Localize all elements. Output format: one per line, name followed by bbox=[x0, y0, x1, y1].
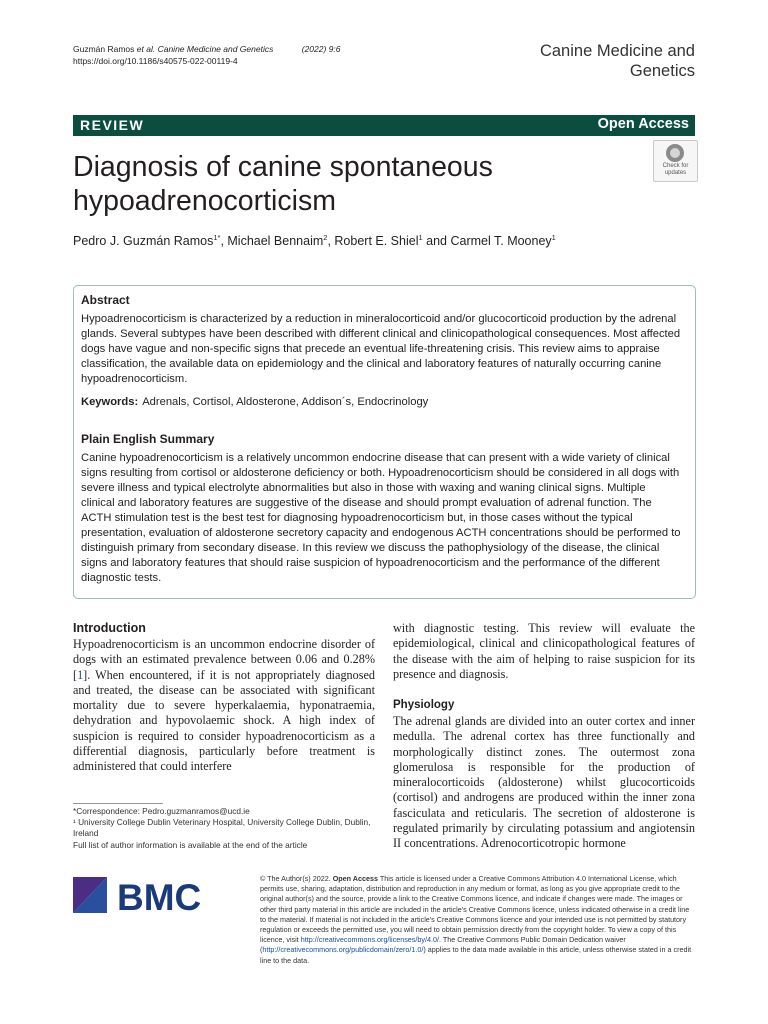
physiology-text: The adrenal glands are divided into an outer cortex and inner medulla. The adrenal cortex has three functionally and morphologically distinct zones. The outermost zona glomerulosa is responsible for the production of mineralocorticoids (aldosterone) whilst glucocorticoids (cortisol) and androgens are produced within the inner zona fasciculata and reticularis. The secretion of aldosterone is regulated primarily by circulating potassium and angiotensin II concentrations. Adrenocorticotropic hormone bbox=[393, 714, 695, 851]
footnote-divider bbox=[73, 803, 163, 804]
abstract-heading: Abstract bbox=[81, 293, 130, 307]
open-access-label: Open Access bbox=[597, 116, 689, 132]
license-text bbox=[260, 874, 695, 966]
introduction-text-a: Hypoadrenocorticism is an uncommon endocrine disorder of dogs with an estimated prevalence between 0.06 and 0.28% [ bbox=[73, 637, 375, 682]
introduction-text-b: ]. When encountered, if it is not appropriately diagnosed and treated, the disease can be associated with significant mortality due to severe hyperkalaemia, hyponatraemia, dehydration and hypovolaemic shock. A high index of suspicion is required to consider hypoadrenocorticism as a differential diagnosis, particularly before treatment is administered that could interfere bbox=[73, 667, 375, 774]
license-prefix: © The Author(s) 2022. bbox=[260, 874, 333, 883]
bmc-logo bbox=[73, 875, 213, 915]
author-separator: , bbox=[327, 234, 335, 249]
citation-journal: et al. Canine Medicine and Genetics bbox=[136, 44, 274, 54]
affiliation-note: ¹ University College Dublin Veterinary Hospital, University College Dublin, Dublin, Ireland bbox=[73, 817, 371, 838]
citation-author: Guzmán Ramos bbox=[73, 44, 135, 54]
check-updates-icon bbox=[666, 144, 684, 162]
keywords-label: Keywords: bbox=[81, 396, 139, 408]
citation-year-volume: (2022) 9:6 bbox=[301, 44, 341, 54]
author-name[interactable]: Carmel T. Mooney bbox=[450, 234, 552, 249]
check-updates-label bbox=[654, 163, 697, 177]
doi-link[interactable]: https://doi.org/10.1186/s40575-022-00119-4 bbox=[73, 56, 238, 66]
check-updates-line2: updates bbox=[664, 170, 687, 176]
author-separator: and bbox=[422, 234, 451, 249]
author-affiliation: 2 bbox=[323, 233, 328, 242]
keywords-list: Adrenals, Cortisol, Aldosterone, Addison´s, Endocrinology bbox=[142, 396, 429, 408]
author-separator: , bbox=[220, 234, 228, 249]
author-name[interactable]: Robert E. Shiel bbox=[334, 234, 419, 249]
correspondence-note: *Correspondence: Pedro.guzmanramos@ucd.ie bbox=[73, 806, 250, 816]
title-line2: hypoadrenocorticism bbox=[73, 185, 336, 217]
plain-summary-text: Canine hypoadrenocorticism is a relatively uncommon endocrine disease that can present with a wide variety of clinical signs resulting from cortisol or aldosterone deficiency or both. Hypoadrenocorticism should be considered in all dogs with severe illness and typical electrolyte abnormalities but also in those with waxing and waning clinical signs. Multiple clinical and laboratory features are suggestive of the disease and should prompt evaluation of adrenal function. The ACTH stimulation test is the best test for diagnosing hypoadrenocorticism but, in those cases without the typical presentation, evaluation of aldosterone secretory capacity and endogenous ACTH concentrations should be performed to distinguish primary from secondary disease. In this review we discuss the pathophysiology of the disease, the clinical signs and laboratory features that should raise suspicion of hypoadrenocorticism and the performance of the different diagnostic tests. bbox=[81, 452, 681, 584]
author-list bbox=[73, 230, 673, 249]
citation-header bbox=[73, 43, 403, 67]
journal-name-line2: Genetics bbox=[629, 62, 695, 80]
title-line1: Diagnosis of canine spontaneous bbox=[73, 151, 493, 183]
article-type-label: REVIEW bbox=[80, 117, 145, 133]
license-body-b: . The Creative Commons Public Domain Dedication waiver ( bbox=[260, 935, 626, 955]
article-type-banner bbox=[73, 115, 695, 136]
reference-link[interactable]: 1 bbox=[77, 667, 84, 682]
author-name[interactable]: Michael Bennaim bbox=[227, 234, 324, 249]
license-link[interactable]: http://creativecommons.org/licenses/by/4.0/ bbox=[300, 935, 439, 945]
public-domain-link[interactable]: http://creativecommons.org/publicdomain/zero/1.0/ bbox=[262, 945, 424, 955]
abstract-text: Hypoadrenocorticism is characterized by a reduction in mineralocorticoid and/or glucocorticoid production by the adrenal glands. Several subtypes have been described with different clinical and clinicopathological consequences. Most affected dogs have vague and non-specific signs that precede an eventual life-threatening crisis. This review aims to appraise classification, the available data on epidemiology and the clinical and laboratory features of naturally occurring canine hypoadrenocorticism. bbox=[81, 313, 681, 385]
author-affiliation: 1 bbox=[418, 233, 423, 242]
author-name[interactable]: Pedro J. Guzmán Ramos bbox=[73, 234, 214, 249]
article-title bbox=[73, 150, 633, 218]
check-for-updates-button[interactable] bbox=[653, 140, 698, 182]
plain-summary-heading: Plain English Summary bbox=[81, 432, 215, 446]
bmc-logo-text: BMC bbox=[117, 877, 202, 915]
author-affiliation: 1* bbox=[213, 233, 221, 242]
license-body-a: This article is licensed under a Creative Commons Attribution 4.0 International License, which permits use, sharing, adaptation, distribution and reproduction in any medium or format, as long as you give appropriate credit to the original author(s) and the source, provide a link to the Creative Commons licence, and indicate if changes were made. The images or other third party material in this article are included in the article's Creative Commons licence, unless indicated otherwise in a credit line to the material. If material is not included in the article's Creative Commons licence and your intended use is not permitted by statutory regulation or exceeds the permitted use, you will need to obtain permission directly from the copyright holder. To view a copy of this licence, visit bbox=[260, 874, 690, 945]
author-info-note: Full list of author information is available at the end of the article bbox=[73, 840, 308, 850]
physiology-heading: Physiology bbox=[393, 699, 455, 711]
journal-name-line1: Canine Medicine and bbox=[539, 42, 695, 60]
introduction-heading: Introduction bbox=[73, 621, 146, 635]
introduction-text bbox=[73, 637, 375, 775]
author-affiliation: 1 bbox=[551, 233, 556, 242]
check-updates-line1: Check for bbox=[662, 163, 689, 169]
journal-name bbox=[435, 41, 695, 81]
right-column-text-1: with diagnostic testing. This review will evaluate the epidemiological, clinical and clinicopathological features of the disease with the aim of helping to raise suspicion for its presence and diagnosis. bbox=[393, 621, 695, 681]
license-open-access: Open Access bbox=[332, 874, 378, 883]
keywords bbox=[81, 396, 681, 408]
license-body-c: ) applies to the data made available in this article, unless otherwise stated in a credit line to the data. bbox=[260, 945, 692, 965]
